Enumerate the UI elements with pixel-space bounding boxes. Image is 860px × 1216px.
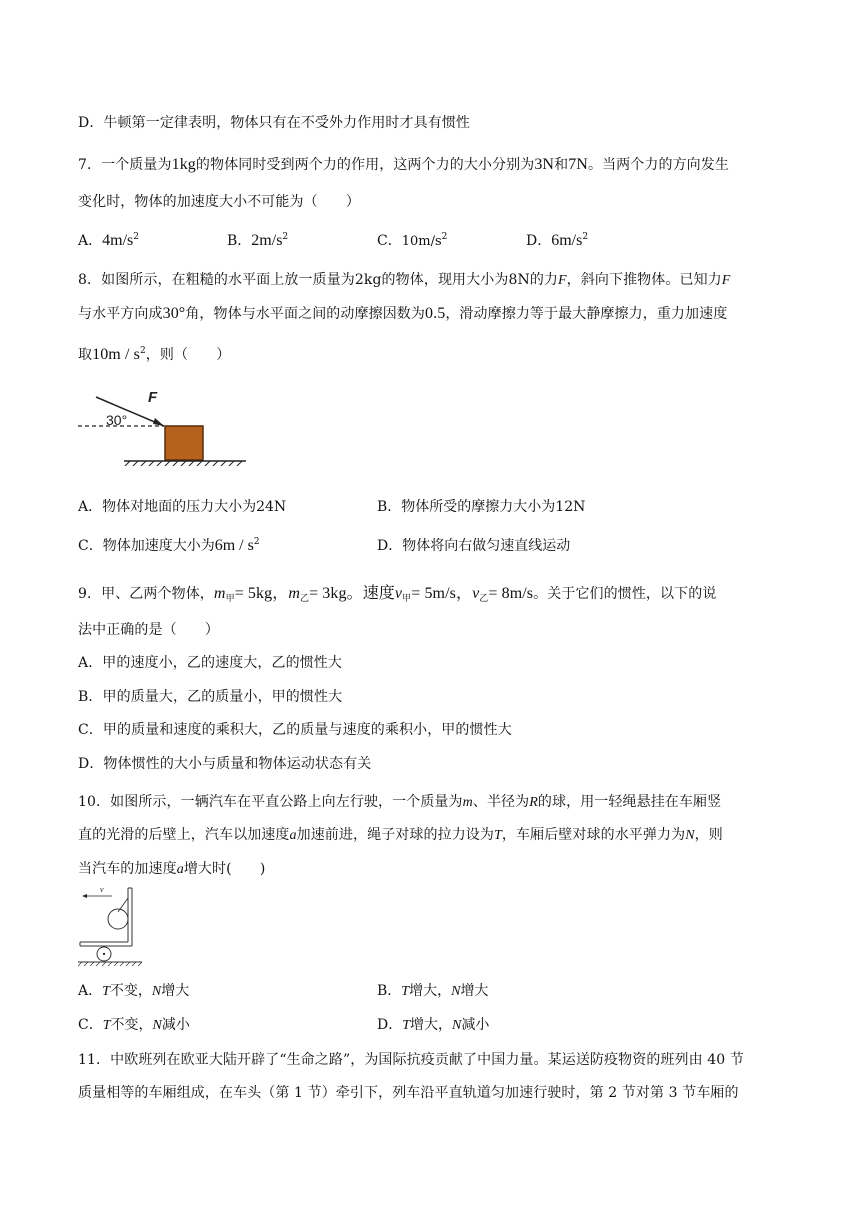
q10-text-c: 的球，用一轻绳悬挂在车厢竖 bbox=[537, 794, 722, 810]
q8-text-d: 角，物体与水平面之间的动摩擦因数为 bbox=[185, 306, 426, 322]
q9-v2-var: v bbox=[472, 585, 480, 602]
q9-m1-sub: 甲 bbox=[225, 594, 235, 604]
q10-text-f: ，车厢后壁对球的水平弹力为 bbox=[501, 827, 686, 843]
q10-option-c-t-text: 不变， bbox=[110, 1017, 153, 1033]
q9-v1-sub: 甲 bbox=[402, 594, 412, 604]
q8-text-a: 8．如图所示，在粗糙的水平面上放一质量为2kg的物体，现用大小为8N的力 bbox=[78, 272, 559, 288]
q10-a: a bbox=[289, 828, 297, 843]
q10-R: R bbox=[529, 795, 538, 810]
q7-text-a: 7．一个质量为 bbox=[78, 157, 172, 173]
q8-option-a: A．物体对地面的压力大小为24N bbox=[78, 499, 287, 515]
q9-m1-val: = 5kg， bbox=[234, 585, 289, 602]
q8-force-var: F bbox=[558, 273, 567, 288]
q8-option-c-value: 6m / s bbox=[214, 537, 254, 554]
q10-option-d-T: T bbox=[402, 1018, 411, 1033]
q7-force2: 7N bbox=[568, 156, 588, 173]
q10-figure bbox=[78, 884, 142, 968]
q10-stem-line2 bbox=[78, 824, 723, 844]
q8-text-c: 与水平方向成 bbox=[78, 306, 163, 322]
q8-option-c bbox=[78, 535, 260, 555]
q11-stem-line1: 11．中欧班列在欧亚大陆开辟了“生命之路”，为国际抗疫贡献了中国力量。某运送防疫物资的班列由 40 节 bbox=[78, 1052, 744, 1068]
q10-option-a-n-text: 增大 bbox=[161, 983, 190, 999]
q10-option-a bbox=[78, 980, 189, 1000]
q9-stem-line2: 法中正确的是（ ） bbox=[78, 622, 219, 638]
q8-figure bbox=[76, 386, 248, 466]
q7-option-b bbox=[227, 230, 288, 250]
q10-a-2: a bbox=[176, 862, 184, 877]
q11-stem-line2: 质量相等的车厢组成，在车头（第 1 节）牵引下，列车沿平直轨道匀加速行驶时，第 2 节对第 3 节车厢的 bbox=[78, 1085, 739, 1101]
q8-text-g: ，则（ ） bbox=[145, 347, 231, 363]
q8-angle: 30° bbox=[162, 305, 186, 322]
q9-text-a: 9．甲、乙两个物体， bbox=[78, 586, 214, 602]
q10-text-d: 直的光滑的后壁上，汽车以加速度 bbox=[78, 827, 290, 843]
q8-g-value: 10m / s bbox=[92, 346, 140, 363]
q7-and: 和 bbox=[554, 157, 569, 173]
q10-option-c-n-text: 减小 bbox=[161, 1017, 190, 1033]
q8-mu: 0.5 bbox=[425, 305, 446, 322]
q9-stem-line1 bbox=[78, 580, 716, 604]
q10-option-b-T: T bbox=[401, 984, 410, 999]
q10-option-c-N: N bbox=[152, 1018, 162, 1033]
q7-option-d-exp: 2 bbox=[582, 232, 589, 242]
q8-text-e: ，滑动摩擦力等于最大静摩擦力，重力加速度 bbox=[445, 306, 728, 322]
q10-option-d-label: D． bbox=[377, 1017, 403, 1033]
q7-option-c-value: 10m/s bbox=[401, 234, 442, 249]
q10-option-d bbox=[377, 1014, 489, 1034]
q10-text-e: 加速前进，绳子对球的拉力设为 bbox=[296, 827, 495, 843]
q10-option-c-label: C． bbox=[78, 1017, 103, 1033]
q10-text-i: 增大时( ) bbox=[183, 861, 266, 877]
q10-option-b-N: N bbox=[451, 984, 461, 999]
q7-option-a-value: 4m/s bbox=[102, 232, 134, 249]
q10-option-d-N: N bbox=[452, 1018, 462, 1033]
q7-text-b: 的物体同时受到两个力的作用，这两个力的大小分别为 bbox=[195, 157, 535, 173]
q9-m1-var: m bbox=[213, 585, 226, 602]
q7-option-c-label: C． bbox=[377, 233, 402, 249]
q9-option-d: D．物体惯性的大小与质量和物体运动状态有关 bbox=[78, 756, 372, 772]
q10-option-c-T: T bbox=[102, 1018, 111, 1033]
q10-option-b bbox=[377, 980, 488, 1000]
q10-text-a: 10．如图所示，一辆汽车在平直公路上向左行驶，一个质量为 bbox=[78, 794, 463, 810]
q8-option-b: B．物体所受的摩擦力大小为12N bbox=[377, 499, 586, 515]
q10-T: T bbox=[494, 828, 502, 843]
q8-force-var-2: F bbox=[721, 273, 731, 288]
q8-force-arrowhead bbox=[153, 418, 164, 426]
q9-option-a: A．甲的速度小，乙的速度大，乙的惯性大 bbox=[78, 655, 343, 671]
q10-option-b-n-text: 增大 bbox=[460, 983, 489, 999]
q10-option-a-t-text: 不变， bbox=[109, 983, 152, 999]
q7-stem-line1 bbox=[78, 154, 729, 174]
q9-text-b: 。关于它们的惯性，以下的说 bbox=[533, 586, 717, 602]
q9-option-b: B．甲的质量大，乙的质量小，甲的惯性大 bbox=[78, 689, 343, 705]
q9-option-c: C．甲的质量和速度的乘积大，乙的质量与速度的乘积小，甲的惯性大 bbox=[78, 722, 512, 738]
q8-stem-line2 bbox=[78, 303, 727, 323]
q9-m2-var: m bbox=[288, 585, 300, 602]
q8-angle-label: 30° bbox=[106, 412, 128, 428]
q7-option-b-exp: 2 bbox=[282, 232, 289, 242]
q7-option-d-label: D． bbox=[526, 233, 552, 249]
q10-option-a-label: A． bbox=[78, 983, 103, 999]
q10-option-d-t-text: 增大， bbox=[410, 1017, 453, 1033]
q9-v1-var: v bbox=[394, 585, 403, 602]
q7-option-a bbox=[78, 230, 139, 250]
q8-option-c-text: C．物体加速度大小为 bbox=[78, 538, 215, 554]
q7-text-c: 。当两个力的方向发生 bbox=[587, 157, 729, 173]
q8-g-exp: 2 bbox=[139, 346, 146, 356]
q9-m2-val: = 3kg。速度 bbox=[309, 585, 395, 602]
q7-stem-line2: 变化时，物体的加速度大小不可能为（ ） bbox=[78, 194, 360, 210]
q8-option-c-exp: 2 bbox=[253, 537, 260, 547]
q6-option-d: D．牛顿第一定律表明，物体只有在不受外力作用时才具有惯性 bbox=[78, 115, 471, 131]
q10-v-label: v bbox=[100, 885, 104, 894]
q7-option-c-exp: 2 bbox=[441, 232, 448, 242]
q7-option-a-exp: 2 bbox=[133, 232, 139, 242]
q8-stem-line1 bbox=[78, 269, 730, 289]
q8-stem-line3 bbox=[78, 344, 230, 364]
q10-option-b-label: B． bbox=[377, 983, 402, 999]
q10-option-a-N: N bbox=[151, 984, 162, 999]
q10-m: m bbox=[462, 795, 473, 810]
q10-stem-line1 bbox=[78, 791, 721, 811]
q7-option-d-value: 6m/s bbox=[551, 232, 583, 249]
q10-option-b-t-text: 增大， bbox=[409, 983, 452, 999]
q10-ground-hatch bbox=[78, 962, 142, 966]
q10-text-g: ，则 bbox=[694, 827, 723, 843]
q10-option-d-n-text: 减小 bbox=[461, 1017, 490, 1033]
q10-text-h: 当汽车的加速度 bbox=[78, 861, 177, 877]
q7-option-d bbox=[526, 230, 588, 250]
q7-force1: 3N bbox=[534, 156, 555, 173]
q10-N: N bbox=[685, 828, 695, 843]
q8-force-label: F bbox=[148, 389, 158, 406]
q7-mass: 1kg bbox=[171, 156, 196, 173]
q10-text-b: 、半径为 bbox=[472, 794, 530, 810]
q9-v1-val: = 5m/s， bbox=[411, 585, 473, 602]
q7-option-c bbox=[377, 230, 447, 250]
q10-option-a-T: T bbox=[102, 984, 110, 999]
q8-text-f: 取 bbox=[78, 347, 93, 363]
q10-option-c bbox=[78, 1014, 190, 1034]
q8-block bbox=[165, 426, 203, 460]
q8-text-b: ，斜向下推物体。已知力 bbox=[566, 272, 722, 288]
q9-v2-sub: 乙 bbox=[479, 594, 489, 604]
q9-m2-sub: 乙 bbox=[299, 594, 310, 604]
q7-option-b-value: 2m/s bbox=[251, 232, 283, 249]
q7-option-a-label: A． bbox=[78, 233, 103, 249]
q9-v2-val: = 8m/s bbox=[488, 585, 534, 602]
q8-option-d: D．物体将向右做匀速直线运动 bbox=[377, 538, 571, 554]
q7-option-b-label: B． bbox=[227, 233, 252, 249]
q10-stem-line3 bbox=[78, 858, 265, 878]
